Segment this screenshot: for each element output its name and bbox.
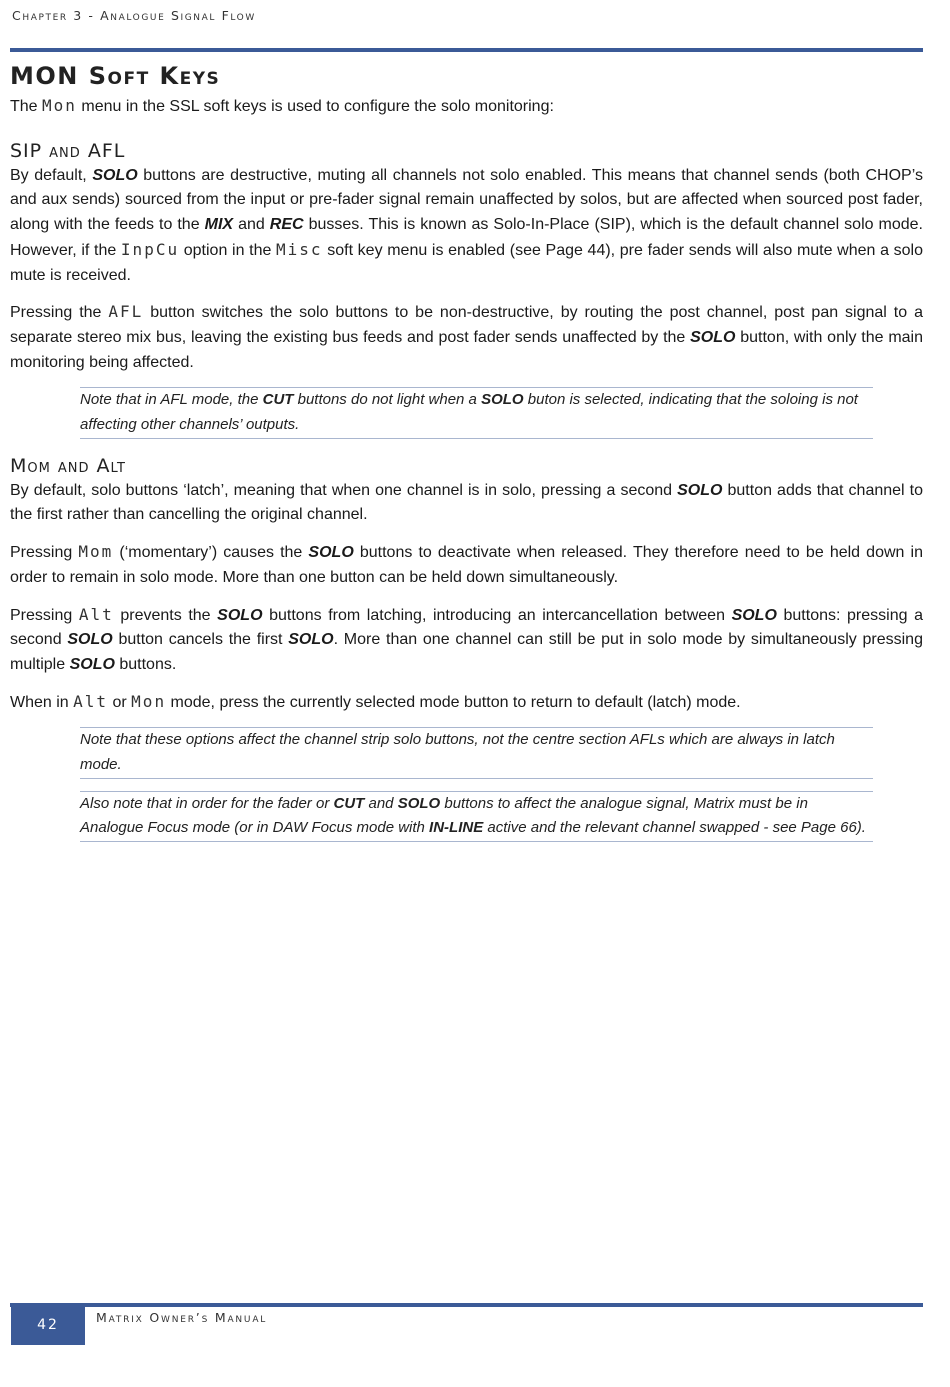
note-afl: Note that in AFL mode, the CUT buttons do not light when a SOLO buton is selected, indicating that the soloing is not affecting other channels’ outputs. [80,387,873,438]
softkey-label: Misc [276,239,323,259]
paragraph-latch: By default, solo buttons ‘latch’, meaning that when one channel is in solo, pressing a second SOLO button adds that channel to the first rather than cancelling the original channel. [10,481,924,524]
softkey-label: Mom [78,542,114,562]
button-name: CUT [333,794,365,812]
header-rule [10,48,923,52]
button-name: SOLO [92,166,138,184]
page-content [10,60,923,856]
button-name: IN-LINE [429,819,484,837]
button-name: SOLO [217,606,263,624]
softkey-label: Mon [42,96,77,115]
section-heading-mom-alt: Mom and Alt [10,454,126,477]
button-name: SOLO [397,794,441,812]
paragraph-return: When in Alt or Mon mode, press the currently selected mode button to return to default (latch) mode. [10,691,741,711]
button-name: SOLO [69,655,115,673]
button-name: MIX [204,216,234,234]
footer-title: Matrix Owner’s Manual [96,1310,268,1325]
softkey-label: Alt [73,691,109,711]
running-header: Chapter 3 - Analogue Signal Flow [12,8,256,23]
page-title: MON Soft Keys [10,62,221,90]
button-name: SOLO [481,391,524,409]
button-name: REC [269,216,304,234]
button-name: SOLO [288,631,334,649]
footer-rule [10,1303,923,1307]
button-name: CUT [262,391,294,409]
paragraph-alt: Pressing Alt prevents the SOLO buttons from latching, introducing an intercancellation between SOLO buttons: pressing a second SOLO button cancels the first SOLO. More than one channel can still be put in solo mode by simultaneously pressing multiple SOLO buttons. [10,604,924,673]
note-latch: Note that these options affect the channel strip solo buttons, not the centre section AFLs which are always in latch mode. [80,727,873,778]
button-name: SOLO [690,328,736,346]
softkey-label: Alt [78,604,114,624]
button-name: SOLO [308,544,354,562]
page-number: 42 [11,1305,85,1345]
softkey-label: AFL [108,302,144,322]
paragraph-sip: By default, SOLO buttons are destructive, muting all channels not solo enabled. This means that channel sends (both CHOP’s and aux sends) sourced from the input or pre-fader signal remain unaffected by solos, but are affected when sourced post fader, along with the feeds to the MIX and REC busses. This is known as Solo-In-Place (SIP), which is the default channel solo mode. However, if the InpCu option in the Misc soft key menu is enabled (see Page 44), pre fader sends will also mute when a solo mute is received. [10,166,924,284]
button-name: SOLO [731,606,777,624]
paragraph-mom: Pressing Mom (‘momentary’) causes the SOLO buttons to deactivate when released. They therefore need to be held down in order to remain in solo mode. More than one button can be held down simultaneously. [10,542,923,586]
softkey-label: Mon [131,691,167,711]
section-heading-sip-afl: SIP and AFL [10,139,126,162]
intro-paragraph: The Mon menu in the SSL soft keys is used to configure the solo monitoring: [10,96,554,115]
paragraph-afl: Pressing the AFL button switches the solo buttons to be non-destructive, by routing the post channel, post pan signal to a separate stereo mix bus, leaving the existing bus feeds and post fader sends unaffected by the SOLO button, with only the main monitoring being affected. [10,302,923,371]
button-name: SOLO [677,481,723,499]
button-name: SOLO [67,631,113,649]
note-focus-mode: Also note that in order for the fader or CUT and SOLO buttons to affect the analogue signal, Matrix must be in Analogue Focus mode (or in DAW Focus mode with IN-LINE active and the relevant channel swapped - see Page 66). [80,791,873,842]
softkey-label: InpCu [120,239,180,259]
